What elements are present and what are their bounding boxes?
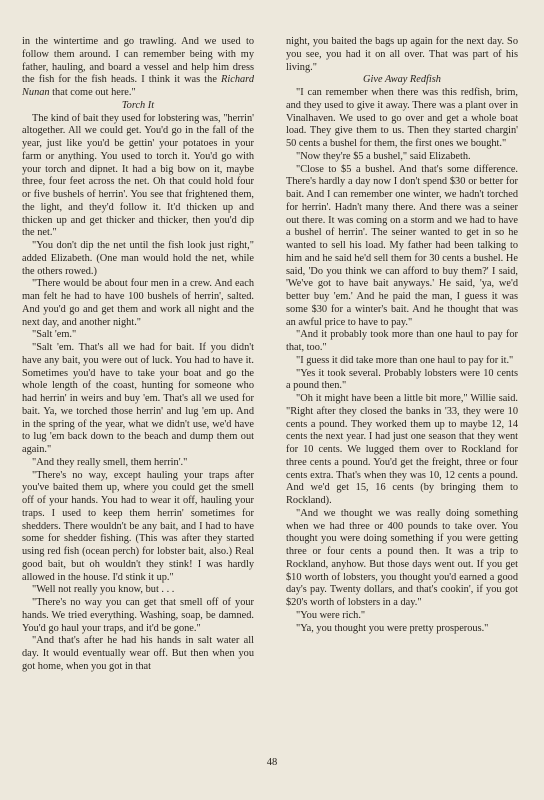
paragraph: "Salt 'em. That's all we had for bait. If you didn't have any bait, you were out of luck. You had to have it. Sometimes you'd have to take your boat and go the whole length of the coast, hunting for someone who had herrin' in weirs and buy 'em. That's all we used for bait. Ya, we torched those herrin' and lug 'em up. And in the spring of the year, what we didn't use, we'd have to lug 'em back down to the beach and dump them out again." xyxy=(22,342,254,455)
paragraph: "I guess it did take more than one haul to pay for it." xyxy=(296,354,514,366)
paragraph: "You don't dip the net until the fish look just right," added Elizabeth. (One man would hold the net, while the others rowed.) xyxy=(22,240,254,277)
paragraph: "There would be about four men in a crew. And each man felt he had to have 100 bushels of herrin', salted. And you'd go and get them and work all night and the next day, and another night." xyxy=(22,278,254,328)
paragraph: "Now they're $5 a bushel," said Elizabeth. xyxy=(296,150,471,162)
paragraph xyxy=(22,36,254,100)
paragraph: "Close to $5 a bushel. And that's some difference. There's hardly a day now I don't spend $30 or better for bait. And I can remember one winter, we hadn't torched for herrin'. Hadn't many there. And there was a seiner out there. It was coming on a storm and we had to have a bushel of herrin'. The seiner wanted to get in so he wanted to sell his load. My father had been talking to him and he said he'd sell them for 30 cents a bushel. He said, 'Do you think we can afford to buy them?' I said, 'We've got to have bait anyways.' He said, 'ya, we'd better buy 'em.' And he paid the man, I guess it was some $30 for a winter's bait. And he thought that was an awful price to have to pay." xyxy=(286,163,518,328)
paragraph: "And they really smell, them herrin'." xyxy=(32,456,188,468)
paragraph: The kind of bait they used for lobstering was, "herrin' altogether. All we could get. You'd go in the fall of the year, just like you'd be gettin' your potatoes in your farm or anything. You used to torch it. You'd go with your torch and dipnet. It had a big bow on it, maybe three, four feet across the net. Oh that could hold four or five bushels of herrin'. You see that frightened them, the light, and they'd follow it. It'd thicken up and thicken up and get thicker and thicker, then you'd dip the net." xyxy=(22,112,254,239)
paragraph: "There's no way, except hauling your traps after you've baited them up, where you could get the smell off of your hands. You had to wear it off, hauling your traps. I used to keep them herrin' sometimes for shedders. There wouldn't be any bait, and I had to have some for shedder fishing. (This was after they started using red fish (ocean perch) for lobster bait, also.) Real good bait, but oh wouldn't they stink! I was hardly allowed in the house. I'd stink it up." xyxy=(22,469,254,583)
left-column xyxy=(22,36,254,674)
right-column xyxy=(286,36,518,635)
paragraph: "Yes it took several. Probably lobsters were 10 cents a pound then." xyxy=(286,367,518,392)
section-heading-give-away-redfish: Give Away Redfish xyxy=(363,74,441,86)
vessel-name: Richard Nunan xyxy=(22,74,254,98)
page-number: 48 xyxy=(266,757,278,768)
paragraph: "You were rich." xyxy=(296,609,366,621)
section-heading-torch-it: Torch It xyxy=(121,99,155,111)
paragraph: "Ya, you thought you were pretty prosperous." xyxy=(296,622,489,634)
paragraph: night, you baited the bags up again for the next day. So you see, you had it on all over. That was part of his living." xyxy=(286,36,518,73)
paragraph: "Oh it might have been a little bit more," Willie said. "Right after they closed the banks in '33, they were 10 cents a pound. They worked them up to maybe 12, 14 cents the next year. I had just one season that they went for 10 cents. We lugged them over to Rockland for three cents a pound. You'd get the freight, three or four cents extra. That's when they was 10, 12 cents a pound. And we'd get 15, 16 cents (by bringing them to Rockland). xyxy=(286,393,518,506)
paragraph: "And we thought we was really doing something when we had three or 400 pounds to take over. You thought you were doing something if you were getting three or four cents a pound then. It was a trip to Rockland, anyhow. But those days went out. If you get $10 worth of lobsters, you thought you'd earned a good day's pay. Twenty dollars, and that's cookin', if you got $20's worth of lobsters in a day." xyxy=(286,507,518,608)
paragraph: "Well not really you know, but . . . xyxy=(32,584,175,596)
paragraph: "And it probably took more than one haul to pay for that, too." xyxy=(286,329,518,353)
paragraph: "And that's after he had his hands in salt water all day. It would eventually wear off. But then when you got home, when you got in that xyxy=(22,635,254,672)
text-span: that come out here." xyxy=(49,87,136,98)
text-span: in the wintertime and go trawling. And we used to follow them around. I can remember being with my father, hauling, and board a vessel and help him dress the fish for the fish heads. I think it was the xyxy=(22,36,254,86)
paragraph: "I can remember when there was this redfish, brim, and they used to give it away. There was a plant over in Vinalhaven. We used to go over and get a whole boat load. They give them to us. Then they started chargin' 50 cents a bushel for them, the first ones we bought." xyxy=(286,87,518,149)
paragraph: "Salt 'em." xyxy=(32,329,77,341)
paragraph: "There's no way you can get that smell off of your hands. We tried everything. Washing, soap, be damned. You'd go haul your traps, and it'd be gone." xyxy=(22,597,254,634)
